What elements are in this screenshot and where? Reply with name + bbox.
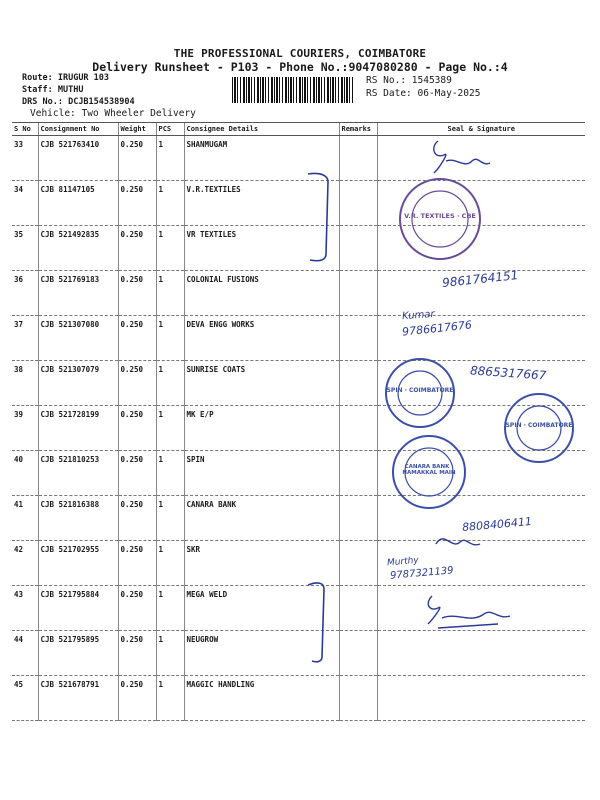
cell-consignment: CJB 521678791 (38, 676, 118, 721)
cell-remarks (339, 586, 377, 631)
cell-consignment: CJB 521816388 (38, 496, 118, 541)
cell-remarks (339, 136, 377, 181)
cell-consignment: CJB 521307079 (38, 361, 118, 406)
table-row (12, 361, 585, 406)
cell-consignment: CJB 521307080 (38, 316, 118, 361)
cell-consignee: MK E/P (184, 406, 339, 451)
cell-consignee: NEUGROW (184, 631, 339, 676)
cell-sno: 40 (12, 451, 38, 496)
table-row (12, 316, 585, 361)
cell-signature (377, 451, 585, 496)
table-row (12, 271, 585, 316)
cell-consignee: VR TEXTILES (184, 226, 339, 271)
cell-remarks (339, 226, 377, 271)
cell-consignee: V.R.TEXTILES (184, 181, 339, 226)
cell-consignee: MAGGIC HANDLING (184, 676, 339, 721)
cell-pcs: 1 (156, 496, 184, 541)
cell-pcs: 1 (156, 316, 184, 361)
vehicle-line (30, 108, 196, 119)
cell-remarks (339, 631, 377, 676)
cell-remarks (339, 361, 377, 406)
table-row (12, 541, 585, 586)
cell-sno: 44 (12, 631, 38, 676)
drs-value: DCJB154538904 (68, 97, 135, 107)
cell-weight: 0.250 (118, 451, 156, 496)
cell-remarks (339, 271, 377, 316)
cell-consignment: CJB 521763410 (38, 136, 118, 181)
table-row (12, 676, 585, 721)
staff-label: Staff: (22, 85, 53, 95)
route-line (22, 73, 109, 83)
cell-signature (377, 406, 585, 451)
cell-signature (377, 541, 585, 586)
route-value: IRUGUR 103 (57, 73, 110, 83)
cell-pcs: 1 (156, 631, 184, 676)
cell-remarks (339, 496, 377, 541)
cell-consignee: DEVA ENGG WORKS (184, 316, 339, 361)
cell-sno: 43 (12, 586, 38, 631)
handwritten-phone-39: 8865317667 (469, 363, 547, 383)
cell-remarks (339, 541, 377, 586)
handwritten-phone-43: 9787321139 (389, 565, 454, 582)
cell-remarks (339, 406, 377, 451)
handwritten-name-37: Kumar (401, 308, 435, 323)
cell-signature (377, 271, 585, 316)
cell-pcs: 1 (156, 451, 184, 496)
cell-sno: 37 (12, 316, 38, 361)
cell-pcs: 1 (156, 541, 184, 586)
company-title: THE PROFESSIONAL COURIERS, COIMBATORE (173, 47, 427, 60)
spin-stamp-b-text: SPIN · COIMBATORE (505, 422, 573, 429)
vehicle-label: Vehicle: (30, 108, 76, 119)
table-row (12, 586, 585, 631)
cell-consignment: CJB 521728199 (38, 406, 118, 451)
staff-line (22, 85, 83, 95)
cell-consignee: COLONIAL FUSIONS (184, 271, 339, 316)
cell-sno: 34 (12, 181, 38, 226)
cell-consignment: CJB 521769183 (38, 271, 118, 316)
cell-weight: 0.250 (118, 271, 156, 316)
cell-pcs: 1 (156, 226, 184, 271)
rs-no-line (366, 75, 452, 86)
cell-weight: 0.250 (118, 316, 156, 361)
handwritten-phone-36: 9861764151 (441, 268, 519, 290)
cell-pcs: 1 (156, 586, 184, 631)
cell-pcs: 1 (156, 361, 184, 406)
vehicle-value: Two Wheeler Delivery (81, 108, 196, 119)
cell-pcs: 1 (156, 676, 184, 721)
cell-sno: 39 (12, 406, 38, 451)
cell-sno: 41 (12, 496, 38, 541)
handwritten-phone-37: 9786617676 (401, 318, 473, 339)
cell-weight: 0.250 (118, 226, 156, 271)
handwritten-name-43: Murthy (386, 555, 420, 569)
col-signature: Seal & Signature (377, 123, 585, 136)
rs-no-value: 1545389 (411, 75, 452, 86)
runsheet-table (12, 122, 585, 721)
table-row (12, 451, 585, 496)
spin-stamp-a-text: SPIN · COIMBATORE (386, 387, 454, 394)
barcode (232, 77, 354, 103)
drs-line (22, 97, 135, 107)
handwritten-phone-42: 8808406411 (461, 514, 533, 535)
canara-bank-stamp-text: CANARA BANK · NAMAKKAL MAIN (402, 464, 456, 476)
cell-consignee: MEGA WELD (184, 586, 339, 631)
cell-weight: 0.250 (118, 406, 156, 451)
table-row (12, 226, 585, 271)
cell-signature (377, 631, 585, 676)
cell-sno: 42 (12, 541, 38, 586)
cell-weight: 0.250 (118, 586, 156, 631)
table-row (12, 406, 585, 451)
cell-sno: 33 (12, 136, 38, 181)
cell-sno: 36 (12, 271, 38, 316)
route-label: Route: (22, 73, 53, 83)
cell-weight: 0.250 (118, 631, 156, 676)
cell-signature (377, 181, 585, 226)
cell-sno: 38 (12, 361, 38, 406)
cell-pcs: 1 (156, 181, 184, 226)
cell-remarks (339, 316, 377, 361)
col-consignee: Consignee Details (184, 123, 339, 136)
cell-weight: 0.250 (118, 361, 156, 406)
drs-label: DRS No.: (22, 97, 63, 107)
cell-consignee: CANARA BANK (184, 496, 339, 541)
cell-weight: 0.250 (118, 676, 156, 721)
cell-remarks (339, 181, 377, 226)
cell-consignee: SKR (184, 541, 339, 586)
cell-sno: 45 (12, 676, 38, 721)
cell-pcs: 1 (156, 136, 184, 181)
table-row (12, 136, 585, 181)
table-header (12, 123, 585, 136)
vr-textiles-stamp-text: V.R. TEXTILES · CBE (404, 212, 476, 220)
cell-consignment: CJB 521492835 (38, 226, 118, 271)
cell-signature (377, 136, 585, 181)
rs-no-label: RS No.: (366, 75, 407, 86)
cell-consignee: SHANMUGAM (184, 136, 339, 181)
col-weight: Weight (118, 123, 156, 136)
cell-pcs: 1 (156, 406, 184, 451)
col-remarks: Remarks (339, 123, 377, 136)
rs-date-label: RS Date: (366, 88, 412, 99)
cell-consignee: SPIN (184, 451, 339, 496)
cell-signature (377, 586, 585, 631)
cell-signature (377, 316, 585, 361)
cell-remarks (339, 451, 377, 496)
cell-consignee: SUNRISE COATS (184, 361, 339, 406)
cell-signature (377, 361, 585, 406)
table-row (12, 181, 585, 226)
table-row (12, 496, 585, 541)
cell-consignment: CJB 521810253 (38, 451, 118, 496)
cell-consignment: CJB 521795895 (38, 631, 118, 676)
cell-weight: 0.250 (118, 136, 156, 181)
cell-consignment: CJB 521702955 (38, 541, 118, 586)
table-row (12, 631, 585, 676)
cell-consignment: CJB 521795884 (38, 586, 118, 631)
cell-signature (377, 226, 585, 271)
runsheet-title: Delivery Runsheet - P103 - Phone No.:9047080280 - Page No.:4 (92, 60, 508, 74)
cell-remarks (339, 676, 377, 721)
cell-consignment: CJB 81147105 (38, 181, 118, 226)
cell-weight: 0.250 (118, 541, 156, 586)
staff-value: MUTHU (57, 85, 84, 95)
col-sno: S No (12, 123, 38, 136)
cell-sno: 35 (12, 226, 38, 271)
rs-date-line (366, 88, 480, 99)
cell-signature (377, 496, 585, 541)
cell-weight: 0.250 (118, 181, 156, 226)
rs-date-value: 06-May-2025 (417, 88, 481, 99)
cell-weight: 0.250 (118, 496, 156, 541)
cell-signature (377, 676, 585, 721)
cell-pcs: 1 (156, 271, 184, 316)
col-consignment: Consignment No (38, 123, 118, 136)
col-pcs: PCS (156, 123, 184, 136)
